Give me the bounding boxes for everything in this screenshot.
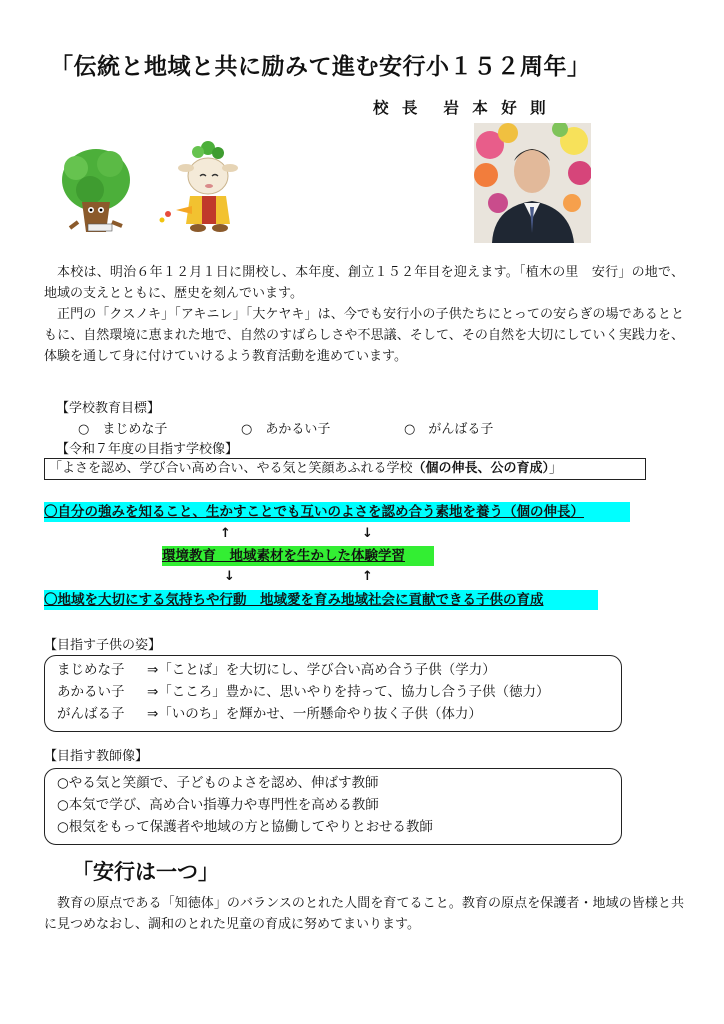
page-title: 「伝統と地域と共に励みて進む安行小１５２周年」: [50, 54, 591, 80]
sheep-mascot-illustration: [158, 140, 240, 236]
children-box: [44, 655, 622, 732]
child-type: まじめな子: [57, 662, 125, 678]
school-goal-item: ○ がんばる子: [404, 422, 494, 437]
flow-band-environment: 環境教育 地域素材を生かした体験学習: [162, 546, 434, 566]
children-row: [57, 659, 621, 681]
flow-band-individual: 〇自分の強みを知ること、生かすことでも互いのよさを認め合う素地を養う（個の伸長）: [44, 502, 630, 522]
school-goals-list: [78, 418, 567, 437]
children-row: [57, 681, 621, 703]
arrow-up-icon: ↑: [220, 526, 231, 541]
child-desc: ⇒「いのち」を輝かせ、一所懸命やり抜く子供（体力）: [147, 706, 482, 722]
principal-photo: [474, 123, 591, 243]
principal-name: 岩 本 好 則: [443, 99, 550, 117]
intro-paragraph-2: 正門の「クスノキ」「アキニレ」「大ケヤキ」は、今でも安行小の子供たちにとっての安らぎの場であるとともに、自然環境に恵まれた地で、自然のすばらしさや不思議、そして、その自然を大切にしていく実践力を、体験を通して身に付けていけるよう教育活動を進めています。: [44, 307, 684, 364]
child-desc: ⇒「こころ」豊かに、思いやりを持って、協力し合う子供（徳力）: [147, 684, 550, 700]
school-vision-box: [44, 458, 646, 480]
teachers-box: [44, 768, 622, 845]
flow-band-community: 〇地域を大切にする気持ちや行動 地域愛を育み地域社会に貢献できる子供の育成: [44, 590, 598, 610]
arrow-up-icon: ↑: [362, 569, 373, 584]
motto-title: 「安行は一つ」: [72, 860, 219, 884]
teacher-row: ○本気で学び、高め合い指導力や専門性を高める教師: [57, 797, 379, 813]
child-type: あかるい子: [57, 684, 125, 700]
intro-text: [44, 262, 684, 367]
intro-paragraph-1: 本校は、明治６年１２月１日に開校し、本年度、創立１５２年目を迎えます。「植木の里 安行」の地で、地域の支えとともに、歴史を刻んでいます。: [44, 265, 684, 301]
school-goals-label: 【学校教育目標】: [56, 401, 161, 416]
arrow-down-icon: ↓: [224, 569, 235, 584]
child-type: がんばる子: [57, 706, 125, 722]
child-desc: ⇒「ことば」を大切にし、学び合い高め合う子供（学力）: [147, 662, 496, 678]
tree-mascot-illustration: [60, 146, 132, 238]
children-row: [57, 703, 621, 725]
motto-text: 教育の原点である「知徳体」のバランスのとれた人間を育てること。教育の原点を保護者・地域の皆様と共に見つめなおし、調和のとれた児童の育成に努めてまいります。: [44, 896, 684, 932]
school-vision-text: 「よさを認め、学び合い高め合い、やる気と笑顔あふれる学校: [49, 461, 413, 476]
arrow-down-icon: ↓: [362, 526, 373, 541]
children-label: 【目指す子供の姿】: [44, 638, 162, 653]
teachers-label: 【目指す教師像】: [44, 749, 149, 764]
school-goal-item: ○ まじめな子: [78, 422, 168, 437]
principal-byline: [373, 96, 550, 118]
teacher-row: ○やる気と笑顔で、子どものよさを認め、伸ばす教師: [57, 775, 379, 791]
school-vision-close: 」: [549, 461, 563, 476]
principal-role: 校 長: [373, 99, 422, 117]
teacher-row: ○根気をもって保護者や地域の方と協働してやりとおせる教師: [57, 819, 433, 835]
school-goal-item: ○ あかるい子: [241, 422, 331, 437]
school-vision-label: 【令和７年度の目指す学校像】: [56, 442, 239, 457]
school-vision-bold: （個の伸長、公の育成）: [412, 461, 549, 476]
